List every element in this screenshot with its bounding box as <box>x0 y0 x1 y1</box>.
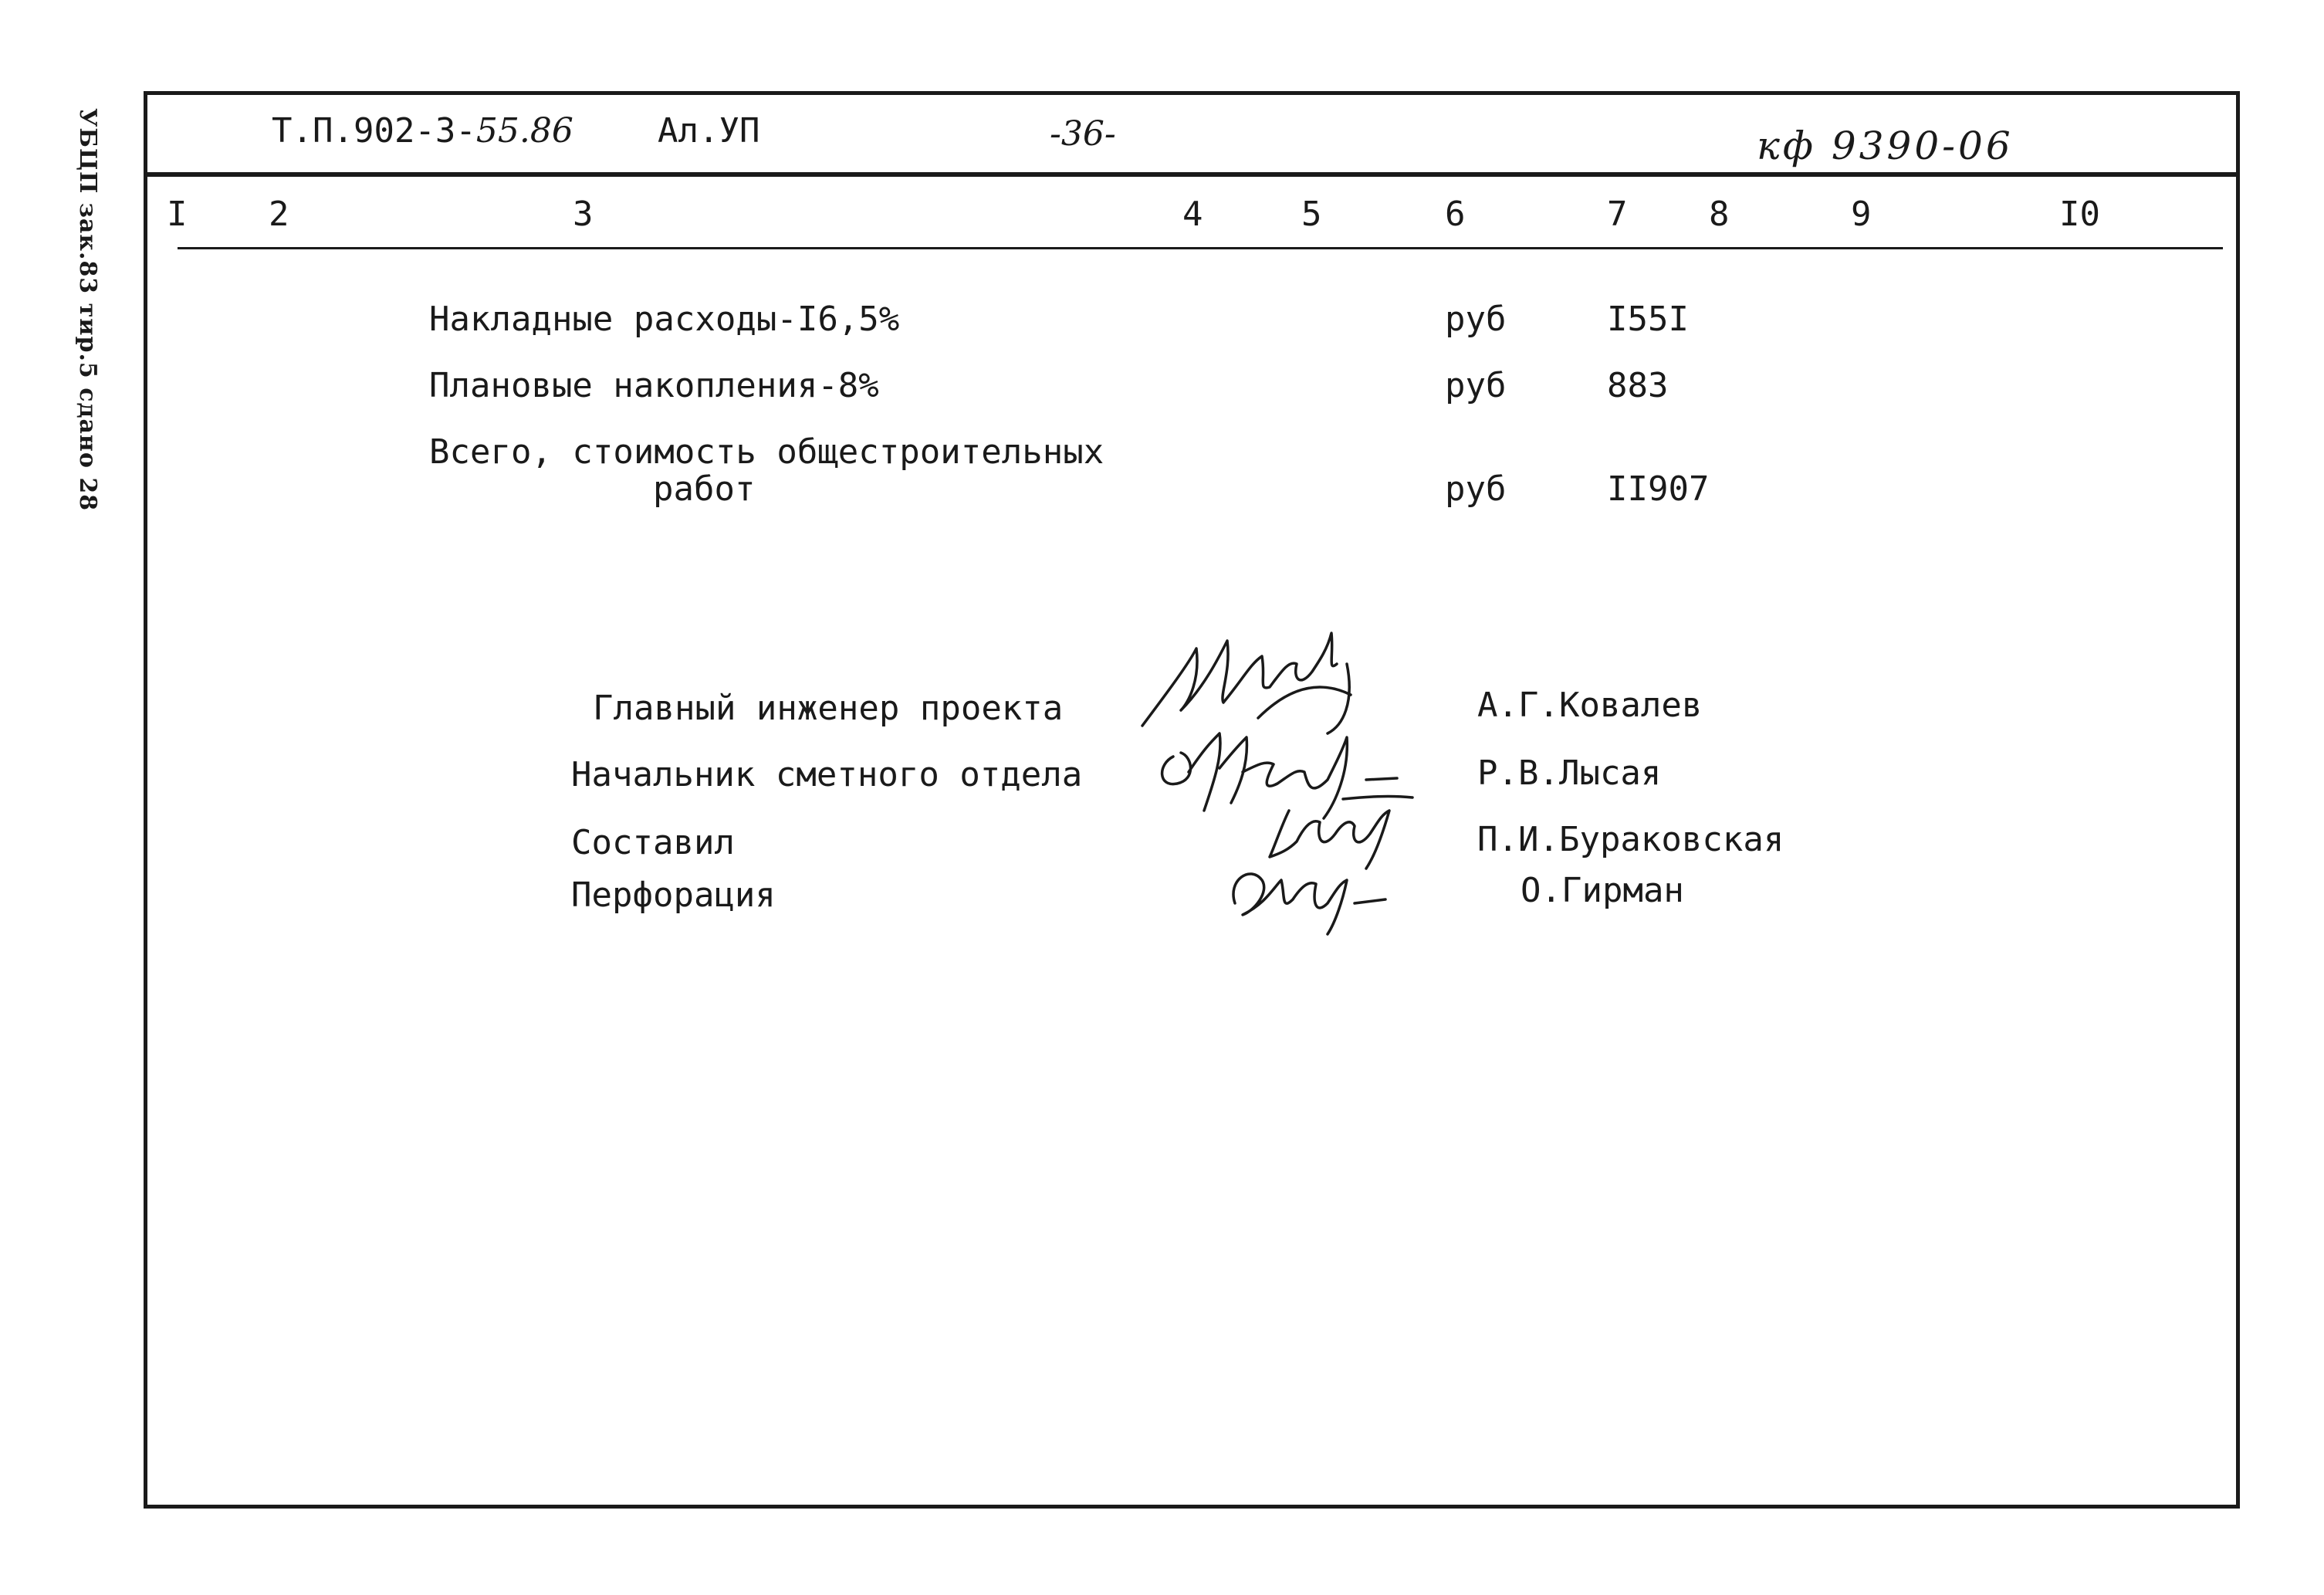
side-stamp: УБЦП зак.83 тир.5 сдано 28 <box>74 108 101 512</box>
column-number: 9 <box>1851 195 1872 234</box>
row-value: I55I <box>1607 300 1689 339</box>
column-number: I0 <box>2059 195 2100 234</box>
signature-role: Начальник сметного отдела <box>571 755 1083 794</box>
column-number: 4 <box>1182 195 1203 234</box>
column-number: 2 <box>269 195 289 234</box>
project-code-prefix: Т.П.902-3- <box>272 111 476 151</box>
signature-scribble-1 <box>1135 618 1397 741</box>
document-code: кф 9390-06 <box>1757 124 2014 168</box>
signature-name: Р.В.Лысая <box>1477 753 1662 793</box>
project-code-suffix: 55.86 <box>475 111 573 151</box>
page-number: -36- <box>1050 114 1116 154</box>
signature-role: Составил <box>571 823 735 862</box>
signature-name: П.И.Бураковская <box>1477 820 1784 859</box>
column-number: 7 <box>1607 195 1628 234</box>
column-number: 8 <box>1709 195 1730 234</box>
signature-role: Главный инженер проекта <box>593 689 1064 728</box>
row-name: Накладные расходы-I6,5% <box>429 300 900 339</box>
column-header-rule <box>178 247 2223 249</box>
row-name: Плановые накопления-8% <box>429 366 879 405</box>
column-number: 6 <box>1445 195 1466 234</box>
row-name: Всего, стоимость общестроительных <box>429 432 1104 472</box>
column-number: 3 <box>573 195 594 234</box>
row-unit: руб <box>1445 366 1507 405</box>
row-unit: руб <box>1445 300 1507 339</box>
row-name-continued: работ <box>653 469 756 509</box>
row-unit: руб <box>1445 469 1507 509</box>
column-number: I <box>167 195 188 234</box>
row-value: 883 <box>1607 366 1669 405</box>
column-number: 5 <box>1301 195 1322 234</box>
signature-role: Перфорация <box>571 875 776 915</box>
signature-name: О.Гирман <box>1521 871 1684 910</box>
signature-name: А.Г.Ковалев <box>1477 686 1703 725</box>
signature-scribble-4 <box>1220 849 1405 942</box>
album-label: Ал.УП <box>658 111 760 151</box>
row-value: II907 <box>1607 469 1710 509</box>
header-divider <box>144 172 2240 177</box>
project-code <box>272 111 573 151</box>
